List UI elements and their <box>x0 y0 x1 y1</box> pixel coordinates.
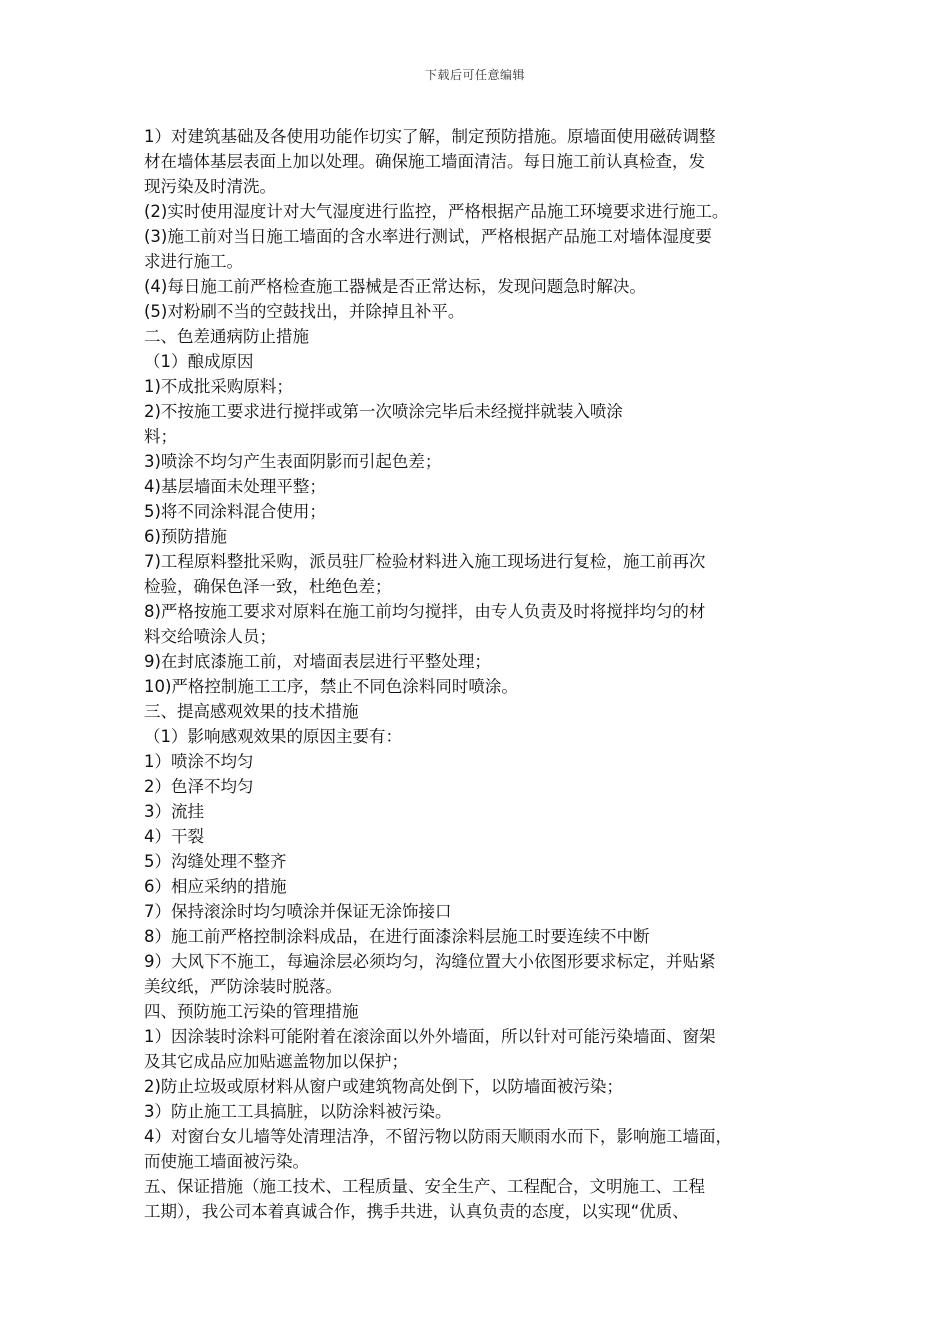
text-line: 而使施工墙面被污染。 <box>144 1152 309 1171</box>
text-line: 9）大风下不施工，每遍涂层必须均匀，沟缝位置大小依图形要求标定，并贴紧 <box>144 952 716 971</box>
text-line: 美纹纸，严防涂装时脱落。 <box>144 977 342 996</box>
text-line: 4)基层墙面未处理平整； <box>144 477 326 496</box>
text-line: 5）沟缝处理不整齐 <box>144 852 287 871</box>
document-body <box>144 124 824 1224</box>
text-line: (5)对粉刷不当的空鼓找出，并除掉且补平。 <box>144 302 465 321</box>
text-line: 4）干裂 <box>144 827 204 846</box>
text-line: 7）保持滚涂时均匀喷涂并保证无涂饰接口 <box>144 902 452 921</box>
text-line: 4）对窗台女儿墙等处清理洁净，不留污物以防雨天顺雨水而下，影响施工墙面， <box>144 1127 732 1146</box>
text-line: 料； <box>144 427 177 446</box>
text-line: 8）施工前严格控制涂料成品，在进行面漆涂料层施工时要连续不中断 <box>144 927 650 946</box>
text-line: 料交给喷涂人员； <box>144 627 276 646</box>
text-line: 3）流挂 <box>144 802 204 821</box>
text-line: 及其它成品应加贴遮盖物加以保护； <box>144 1052 408 1071</box>
text-line: 6)预防措施 <box>144 527 227 546</box>
text-line: 5)将不同涂料混合使用； <box>144 502 326 521</box>
text-line: 6）相应采纳的措施 <box>144 877 287 896</box>
text-line: 工期），我公司本着真诚合作，携手共进，认真负责的态度，以实现“优质、 <box>144 1202 689 1221</box>
text-line: 材在墙体基层表面上加以处理。确保施工墙面清洁。每日施工前认真检查，发 <box>144 152 705 171</box>
text-line: 1）喷涂不均匀 <box>144 752 254 771</box>
text-line: 3)喷涂不均匀产生表面阴影而引起色差； <box>144 452 442 471</box>
text-line: 现污染及时清洗。 <box>144 177 276 196</box>
section-heading: 四、预防施工污染的管理措施 <box>144 1002 359 1021</box>
text-line: （1）影响感观效果的原因主要有： <box>144 727 402 746</box>
section-heading: 五、保证措施（施工技术、工程质量、安全生产、工程配合，文明施工、工程 <box>144 1177 705 1196</box>
text-line: 1）因涂装时涂料可能附着在滚涂面以外外墙面，所以针对可能污染墙面、窗架 <box>144 1027 716 1046</box>
text-line: 9)在封底漆施工前，对墙面表层进行平整处理； <box>144 652 491 671</box>
text-line: 1)不成批采购原料； <box>144 377 293 396</box>
text-line: 2）色泽不均匀 <box>144 777 254 796</box>
text-line: 10)严格控制施工工序，禁止不同色涂料同时喷涂。 <box>144 677 518 696</box>
text-line: 求进行施工。 <box>144 252 243 271</box>
page-header: 下载后可任意编辑 <box>424 68 525 82</box>
text-line: 8)严格按施工要求对原料在施工前均匀搅拌，由专人负责及时将搅拌均匀的材 <box>144 602 706 621</box>
text-line: 检验，确保色泽一致，杜绝色差； <box>144 577 392 596</box>
text-line: 7)工程原料整批采购，派员驻厂检验材料进入施工现场进行复检，施工前再次 <box>144 552 706 571</box>
text-line: (2)实时使用湿度计对大气湿度进行监控，严格根据产品施工环境要求进行施工。 <box>144 202 729 221</box>
section-heading: 二、色差通病防止措施 <box>144 327 309 346</box>
section-heading: 三、提高感观效果的技术措施 <box>144 702 359 721</box>
text-line: 2)不按施工要求进行搅拌或第一次喷涂完毕后未经搅拌就装入喷涂 <box>144 402 623 421</box>
text-line: (3)施工前对当日施工墙面的含水率进行测试，严格根据产品施工对墙体湿度要 <box>144 227 712 246</box>
text-line: 1）对建筑基础及各使用功能作切实了解，制定预防措施。原墙面使用磁砖调整 <box>144 127 716 146</box>
text-line: （1）酿成原因 <box>144 352 254 371</box>
text-line: 3）防止施工工具搞脏，以防涂料被污染。 <box>144 1102 452 1121</box>
text-line: 2)防止垃圾或原材料从窗户或建筑物高处倒下，以防墙面被污染； <box>144 1077 623 1096</box>
text-line: (4)每日施工前严格检查施工器械是否正常达标，发现问题急时解决。 <box>144 277 646 296</box>
